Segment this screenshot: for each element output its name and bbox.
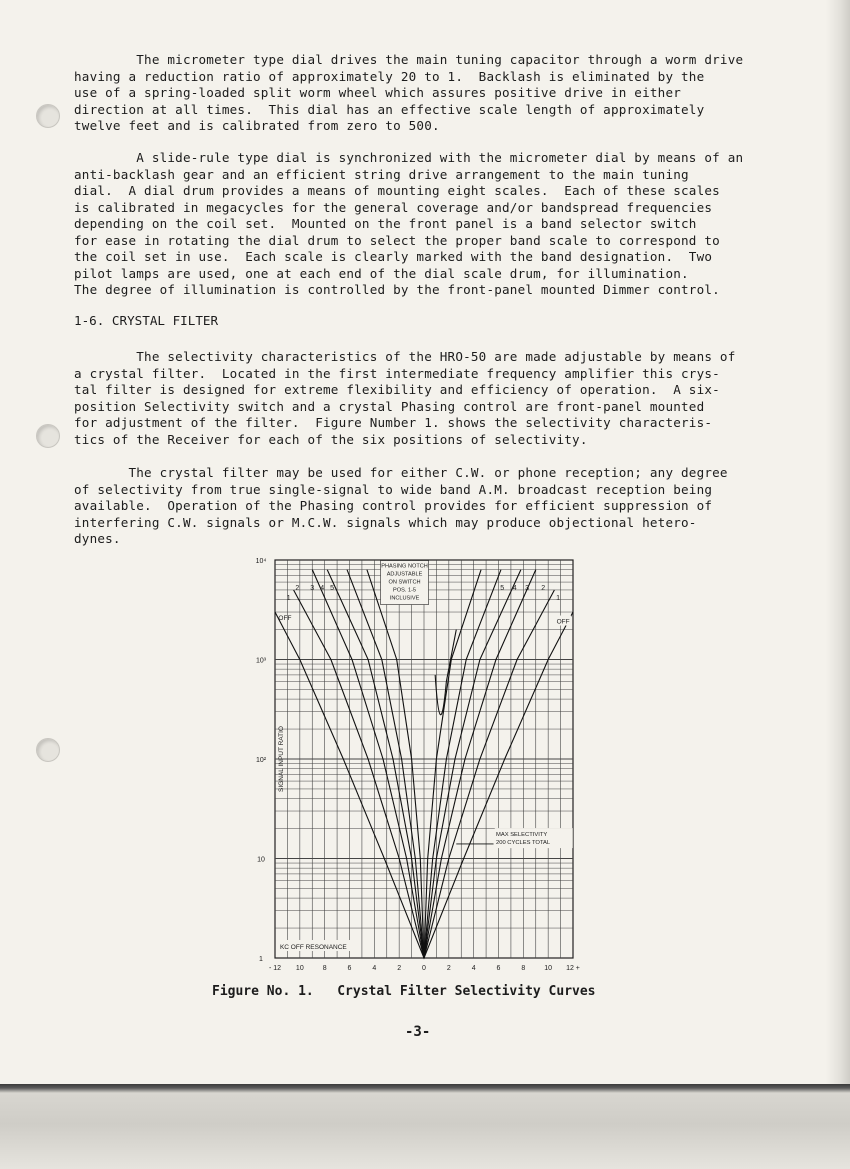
x-tick-label: 12 + [566, 965, 580, 972]
binder-hole-top [36, 104, 60, 128]
text-line: position Selectivity switch and a crystal Phasing control are front-panel mounted [74, 398, 705, 414]
phasing-note-line: ADJUSTABLE [386, 571, 423, 578]
section-heading: 1-6. CRYSTAL FILTER [74, 313, 219, 328]
text-line: The degree of illumination is controlled by the front-panel mounted Dimmer control. [74, 282, 720, 297]
binder-hole-middle [36, 424, 60, 448]
paragraph-crystal-filter-usage [74, 465, 774, 548]
text-line: depending on the coil set. Mounted on the front panel is a band selector switch [74, 216, 697, 231]
x-tick-label: 10 [295, 965, 304, 972]
curve-label-left: 4 [320, 584, 325, 592]
text-line: tal filter is designed for extreme flexibility and efficiency of operation. A six- [74, 382, 720, 397]
text-line: The micrometer type dial drives the main tuning capacitor through a worm drive [74, 52, 744, 67]
text-line: use of a spring-loaded split worm wheel which assures positive drive in either [74, 85, 682, 100]
x-tick-label: 10 [544, 965, 553, 972]
phasing-note-line: INCLUSIVE [389, 595, 420, 602]
curve-label-right: 4 [512, 584, 517, 592]
max-selectivity-note-line: MAX SELECTIVITY [496, 832, 548, 839]
x-tick-label: 4 [471, 965, 476, 972]
text-line: for adjustment of the filter. Figure Number 1. shows the selectivity characteris- [74, 415, 713, 430]
text-line: a crystal filter. Located in the first intermediate frequency amplifier this crys- [74, 365, 720, 381]
curve-label-right: 2 [541, 584, 546, 592]
text-line: twelve feet and is calibrated from zero to 500. [74, 118, 440, 133]
text-line: the coil set in use. Each scale is clearly marked with the band designation. Two [74, 249, 713, 264]
text-line: dynes. [74, 531, 121, 546]
text-line: is calibrated in megacycles for the general coverage and/or bandspread frequencies [74, 199, 713, 215]
text-line: The selectivity characteristics of the HRO-50 are made adjustable by means of [74, 349, 736, 364]
curve-label-right: 1 [556, 594, 561, 602]
x-tick-label: 8 [521, 965, 526, 972]
curve-label-right: 3 [525, 584, 530, 592]
y-tick-label: 10³ [255, 657, 267, 665]
text-line: of selectivity from true single-signal to wide band A.M. broadcast reception being [74, 481, 713, 497]
text-line: tics of the Receiver for each of the six positions of selectivity. [74, 431, 588, 447]
figure-caption: Figure No. 1. Crystal Filter Selectivity Curves [212, 984, 596, 999]
y-axis-label: SIGNAL INPUT RATIO [278, 726, 285, 792]
selectivity-chart [245, 548, 585, 978]
curve-label-left: 3 [310, 584, 315, 592]
y-tick-label: 10 [257, 856, 265, 864]
phasing-note-line: POS. 1-5 [393, 587, 417, 594]
curve-label-left: 1 [286, 594, 291, 602]
y-tick-label: 1 [259, 956, 263, 963]
page-bottom-edge [0, 1084, 850, 1169]
x-tick-label: 2 [397, 965, 402, 972]
paragraph-micrometer-dial [74, 52, 774, 135]
paragraph-selectivity [74, 349, 774, 448]
curve-label-left: 2 [295, 584, 300, 592]
x-axis-label: KC OFF RESONANCE [279, 944, 347, 951]
text-line: available. Operation of the Phasing control provides for efficient suppression of [74, 498, 713, 513]
text-line: for ease in rotating the dial drum to select the proper band scale to correspond to [74, 232, 720, 248]
text-line: pilot lamps are used, one at each end of the dial scale drum, for illumination. [74, 265, 689, 281]
x-tick-label: 6 [496, 965, 501, 972]
x-tick-label: - 12 [268, 965, 282, 972]
page-edge-shadow [826, 0, 850, 1100]
text-line: having a reduction ratio of approximately 20 to 1. Backlash is eliminated by the [74, 68, 705, 84]
text-line: interfering C.W. signals or M.C.W. signals which may produce objectional hetero- [74, 514, 697, 530]
phasing-notch-curve [435, 630, 456, 715]
phasing-note-line: PHASING NOTCH [381, 563, 428, 570]
text-line: The crystal filter may be used for either C.W. or phone reception; any degree [74, 465, 728, 480]
text-line: A slide-rule type dial is synchronized with the micrometer dial by means of an [74, 150, 744, 165]
text-line: anti-backlash gear and an efficient string drive arrangement to the main tuning [74, 166, 689, 182]
x-tick-label: 2 [446, 965, 451, 972]
x-tick-label: 4 [372, 965, 377, 972]
x-tick-label: 0 [422, 965, 426, 972]
selectivity-chart-svg [245, 548, 585, 978]
y-tick-label: 10⁴ [255, 558, 267, 565]
x-tick-label: 8 [322, 965, 327, 972]
y-tick-label: 10² [255, 757, 267, 764]
off-label-right: OFF [556, 618, 570, 626]
x-tick-label: 6 [347, 965, 352, 972]
max-selectivity-note-line: 200 CYCLES TOTAL [496, 840, 551, 847]
binder-hole-lower [36, 738, 60, 762]
text-line: dial. A dial drum provides a means of mounting eight scales. Each of these scales [74, 183, 720, 198]
off-label-left: OFF [278, 614, 292, 622]
curve-label-right: 5 [500, 584, 505, 592]
phasing-note-line: ON SWITCH [388, 579, 421, 586]
text-line: direction at all times. This dial has an effective scale length of approximately [74, 101, 705, 117]
page-number: -3- [405, 1024, 431, 1040]
paragraph-slide-rule-dial [74, 150, 774, 299]
curve-label-left: 5 [330, 584, 335, 592]
